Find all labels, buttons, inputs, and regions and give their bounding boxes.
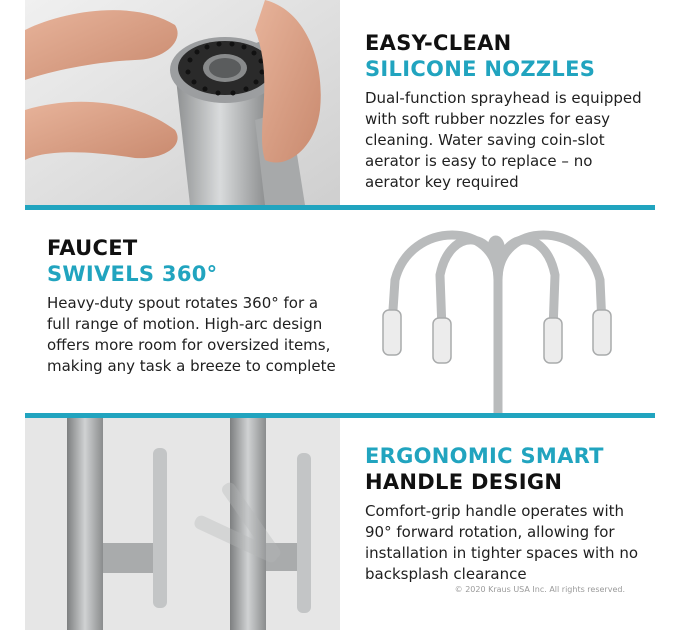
section-3-subtitle: HANDLE DESIGN	[365, 470, 563, 494]
section-2-text	[47, 235, 337, 377]
section-3-description: Comfort-grip handle operates with 90° forward rotation, allowing for installation in tighter spaces with no backsplash clearance	[365, 502, 639, 583]
section-1-title: EASY-CLEAN	[365, 31, 512, 55]
section-3-title: ERGONOMIC SMART	[365, 444, 604, 468]
section-2-title: FAUCET	[47, 236, 138, 260]
section-1-subtitle: SILICONE NOZZLES	[365, 57, 596, 81]
handle-rotation-photo	[25, 418, 340, 630]
section-handle	[25, 418, 655, 630]
section-2-subtitle: SWIVELS 360°	[47, 262, 218, 286]
copyright-notice: © 2020 Kraus USA Inc. All rights reserved.	[454, 585, 625, 594]
section-swivel	[25, 210, 655, 413]
section-1-text	[365, 30, 650, 193]
section-3-text	[365, 443, 650, 585]
sprayhead-photo	[25, 0, 340, 205]
swivel-spout-photo	[340, 210, 655, 413]
section-silicone-nozzles	[25, 0, 655, 205]
section-2-description: Heavy-duty spout rotates 360° for a full range of motion. High-arc design offers more room for oversized items, making any task a breeze to complete	[47, 294, 336, 375]
section-1-description: Dual-function sprayhead is equipped with soft rubber nozzles for easy cleaning. Water saving coin-slot aerator is easy to replace – no aerator key required	[365, 89, 642, 191]
